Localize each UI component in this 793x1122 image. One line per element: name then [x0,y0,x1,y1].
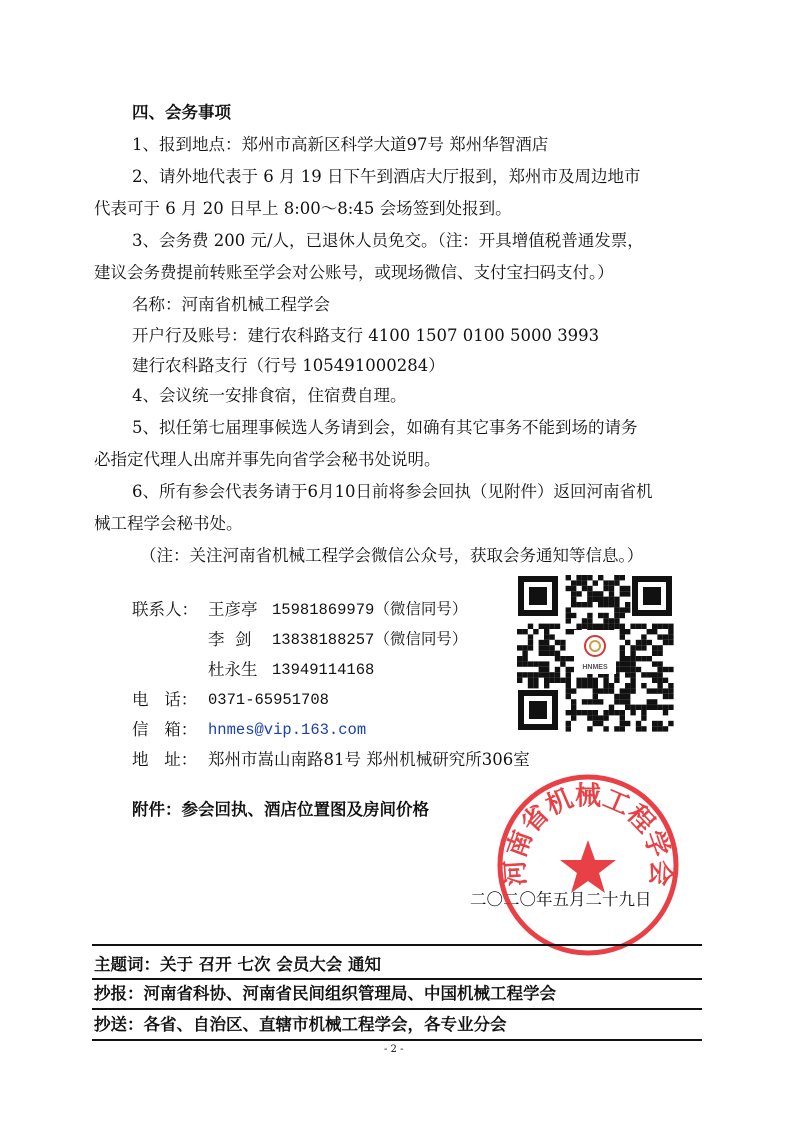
email-value[interactable]: hnmes@vip.163.com [208,721,367,739]
date-line: 二〇二〇年五月二十九日 [470,890,652,909]
cc-report-line: 抄报：河南省科协、河南省民间组织管理局、中国机械工程学会 [94,984,556,1003]
svg-text:河南省机械工程学会: 河南省机械工程学会 [500,781,676,887]
section-heading: 四、会务事项 [132,103,231,122]
item-line: 1、报到地点：郑州市高新区科学大道97号 郑州华智酒店 [132,135,549,154]
address-value: 郑州市嵩山南路81号 郑州机械研究所306室 [208,750,530,769]
item-line: 5、拟任第七届理事候选人务请到会，如确有其它事务不能到场的请务 [132,418,638,437]
address-label: 地 址： [132,750,198,769]
item-line: 代表可于 6 月 20 日早上 8:00～8:45 会场签到处报到。 [94,199,512,218]
item-line: 6、所有参会代表务请于6月10日前将参会回执（见附件）返回河南省机 [132,482,653,501]
attachment-line: 附件：参会回执、酒店位置图及房间价格 [132,800,429,819]
item-line: 名称：河南省机械工程学会 [132,295,330,314]
svg-text:HNMES: HNMES [582,664,608,671]
official-seal [493,770,683,960]
item-line: （注：关注河南省机械工程学会微信公众号，获取会务通知等信息。） [140,546,644,565]
contact-phone: 15981869979（微信同号） [272,601,468,619]
item-line: 械工程学会秘书处。 [94,514,243,533]
item-line: 2、请外地代表于 6 月 19 日下午到酒店大厅报到，郑州市及周边地市 [132,167,641,186]
qr-code-graphic [514,572,676,734]
seal-star-icon [560,840,616,893]
page-number: - 2 - [384,1044,404,1055]
qr-code[interactable] [514,572,676,734]
email-label: 信 箱： [132,720,198,739]
contact-name: 王彦亭 [208,600,258,619]
keywords-line: 主题词：关于 召开 七次 会员大会 通知 [94,955,381,974]
contact-phone: 13838188257（微信同号） [272,631,468,649]
item-line: 必指定代理人出席并事先向省学会秘书处说明。 [94,450,441,469]
item-line: 建议会务费提前转账至学会对公账号，或现场微信、支付宝扫码支付。） [94,263,614,282]
divider [92,1008,702,1010]
contact-name: 李 剑 [208,630,252,649]
item-line: 建行农科路支行（行号 105491000284） [132,356,445,375]
divider [92,1039,702,1041]
divider [92,978,702,980]
contact-phone: 13949114168 [272,661,375,679]
item-line: 3、会务费 200 元/人，已退休人员免交。（注：开具增值税普通发票， [132,231,644,250]
item-line: 开户行及账号：建行农科路支行 4100 1507 0100 5000 3993 [132,326,600,345]
cc-send-line: 抄送：各省、自治区、直辖市机械工程学会，各专业分会 [94,1015,507,1034]
contact-name: 杜永生 [208,660,258,679]
contact-label: 联系人： [132,600,198,619]
tel-label: 电 话： [132,690,198,709]
tel-value: 0371-65951708 [208,691,329,709]
item-line: 4、会议统一安排食宿，住宿费自理。 [132,386,407,405]
divider [92,944,702,946]
